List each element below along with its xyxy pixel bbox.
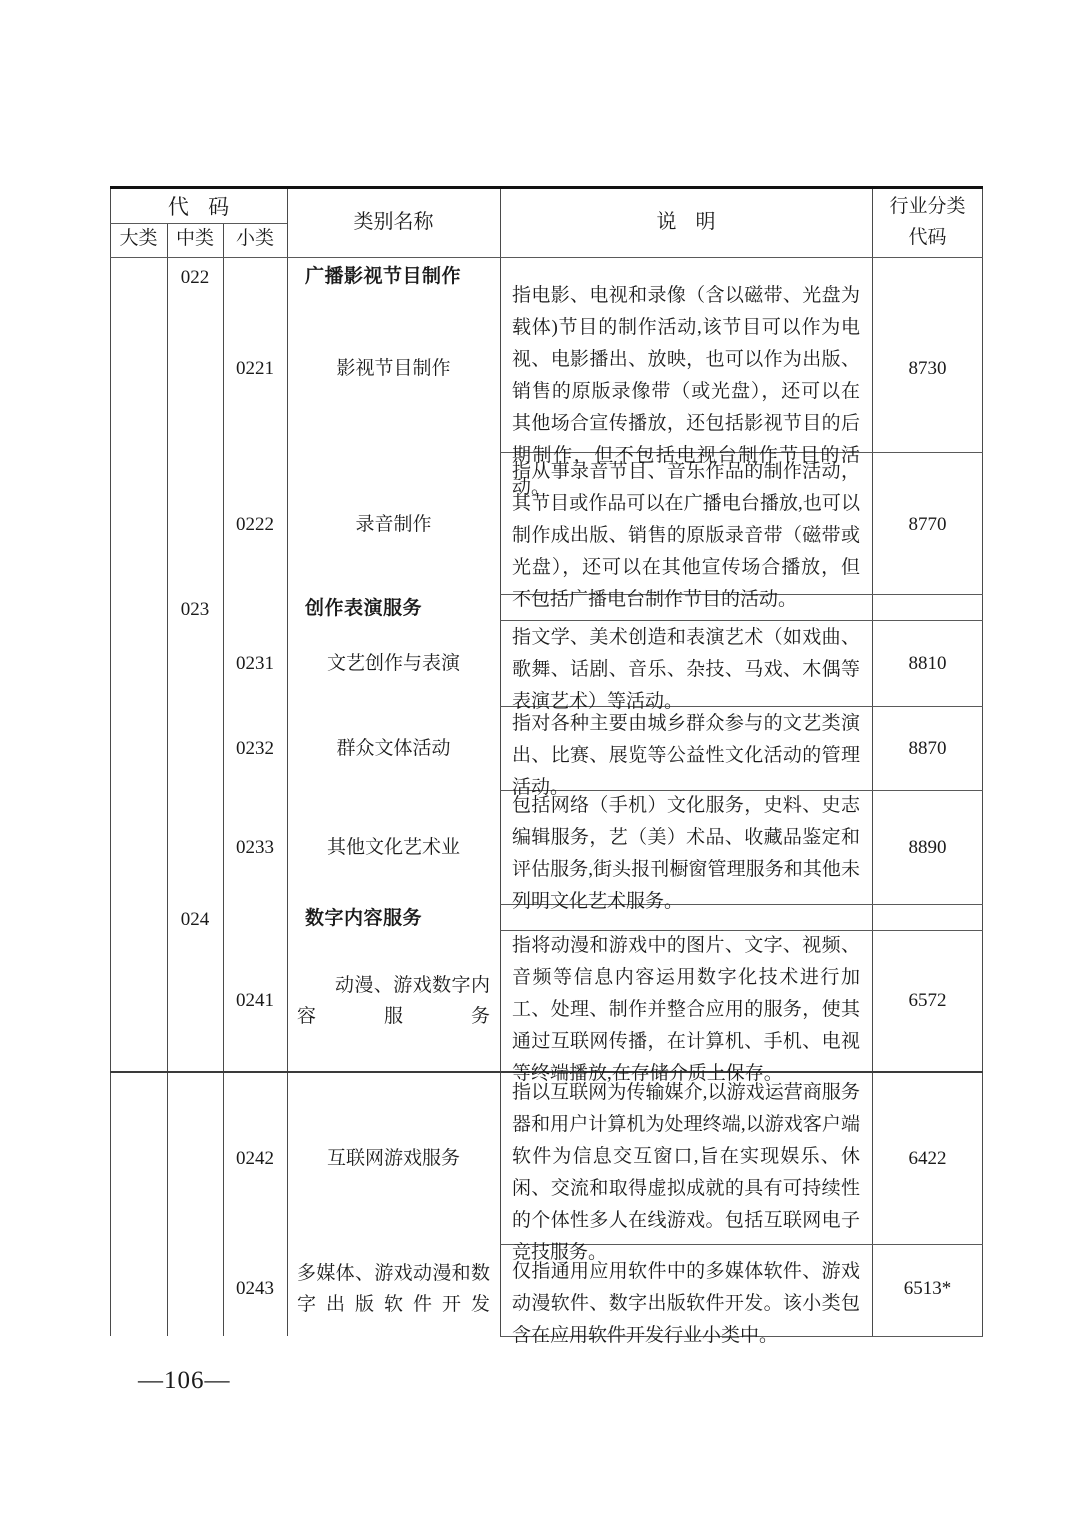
row-0222-category-name: 录音制作 <box>355 514 432 535</box>
row-0231-category-name: 文艺创作与表演 <box>326 653 460 674</box>
row-0222-industry-code: 8770 <box>908 514 947 535</box>
row-0242-category-name: 互联网游戏服务 <box>326 1148 460 1169</box>
row-0242-description: 指以互联网为传输媒介,以游戏运营商服务器和用户计算机为处理终端,以游戏客户端软件为信息交互窗口,旨在实现娱乐、休闲、交流和取得虚拟成就的具有可持续性的个体性多人在线游戏。包括互联网电子竞技服务。 <box>512 1082 860 1263</box>
page-number: —106— <box>138 1367 231 1394</box>
header-code-group: 代 码 <box>167 195 237 219</box>
row-0232-industry-code: 8870 <box>908 738 947 759</box>
row-0231-industry-code: 8810 <box>908 653 947 674</box>
row-0243-minor-code: 0243 <box>236 1278 274 1299</box>
row-0243-description: 仅指通用应用软件中的多媒体软件、游戏动漫软件、数字出版软件开发。该小类包含在应用软件开发行业小类中。 <box>512 1261 860 1346</box>
row-0233-minor-code: 0233 <box>236 837 274 858</box>
header-category-name: 类别名称 <box>353 211 434 233</box>
row-0241-minor-code: 0241 <box>236 990 274 1011</box>
column-rule-left <box>110 189 111 1336</box>
row-0243-category-name: 多媒体、游戏动漫和数字出版软件开发 <box>297 1263 490 1315</box>
row-0221-industry-code: 8730 <box>908 358 947 379</box>
row-0232-description: 指对各种主要由城乡群众参与的文艺类演出、比赛、展览等公益性文化活动的管理活动。 <box>512 713 860 798</box>
header-middle-class: 中类 <box>175 228 214 249</box>
row-0231-minor-code: 0231 <box>236 653 274 674</box>
header-major-class: 大类 <box>119 228 158 249</box>
row-0241-category-name: 动漫、游戏数字内容服务 <box>297 975 490 1027</box>
row-0242-minor-code: 0242 <box>236 1148 274 1169</box>
row-0243-industry-code: 6513* <box>903 1278 952 1299</box>
row-022-middle-code: 022 <box>180 267 210 288</box>
row-0221-description: 指电影、电视和录像（含以磁带、光盘为载体)节目的制作活动,该节目可以作为电视、电影播出、放映，也可以作为出版、销售的原版录像带（或光盘），还可以在其他场合宣传播放，还包括影视节目的后期制作，但不包括电视台制作节目的活动。 <box>512 285 860 498</box>
row-023-category-name: 创作表演服务 <box>305 598 423 619</box>
row-0221-category-name: 影视节目制作 <box>336 358 451 379</box>
row-0242-industry-code: 6422 <box>908 1148 947 1169</box>
row-0222-minor-code: 0222 <box>236 514 274 535</box>
header-industry-code <box>872 191 983 253</box>
row-divider-023 <box>500 620 983 621</box>
header-description: 说 明 <box>656 211 723 233</box>
row-024-category-name: 数字内容服务 <box>305 908 423 929</box>
row-0232-minor-code: 0232 <box>236 738 274 759</box>
header-row-divider-1 <box>110 223 287 224</box>
header-industry-code-line2: 代码 <box>908 227 947 248</box>
header-row-divider-3 <box>110 257 983 258</box>
row-0233-industry-code: 8890 <box>908 837 947 858</box>
row-023-middle-code: 023 <box>180 599 210 620</box>
row-0241-description: 指将动漫和游戏中的图片、文字、视频、音频等信息内容运用数字化技术进行加工、处理、制作并整合应用的服务，使其通过互联网传播，在计算机、手机、电视等终端播放,在存储介质上保存。 <box>512 935 860 1084</box>
column-rule-major-middle <box>167 223 168 1336</box>
row-0233-description: 包括网络（手机）文化服务，史料、史志编辑服务，艺（美）术品、收藏品鉴定和评估服务,街头报刊橱窗管理服务和其他未列明文化艺术服务。 <box>512 795 860 912</box>
header-minor-class: 小类 <box>235 228 274 249</box>
row-0241-industry-code: 6572 <box>908 990 947 1011</box>
row-0231-description: 指文学、美术创造和表演艺术（如戏曲、歌舞、话剧、音乐、杂技、马戏、木偶等表演艺术）等活动。 <box>512 627 860 712</box>
row-0232-category-name: 群众文体活动 <box>336 738 451 759</box>
header-industry-code-line1: 行业分类 <box>889 196 966 217</box>
row-0221-minor-code: 0221 <box>236 358 274 379</box>
row-0222-description: 指从事录音节目、音乐作品的制作活动，其节目或作品可以在广播电台播放,也可以制作成出版、销售的原版录音带（磁带或光盘），还可以在其他宣传场合播放，但不包括广播电台制作节目的活动。 <box>512 461 860 610</box>
row-0233-category-name: 其他文化艺术业 <box>326 837 460 858</box>
row-022-category-name: 广播影视节目制作 <box>305 266 462 287</box>
row-024-middle-code: 024 <box>180 909 210 930</box>
